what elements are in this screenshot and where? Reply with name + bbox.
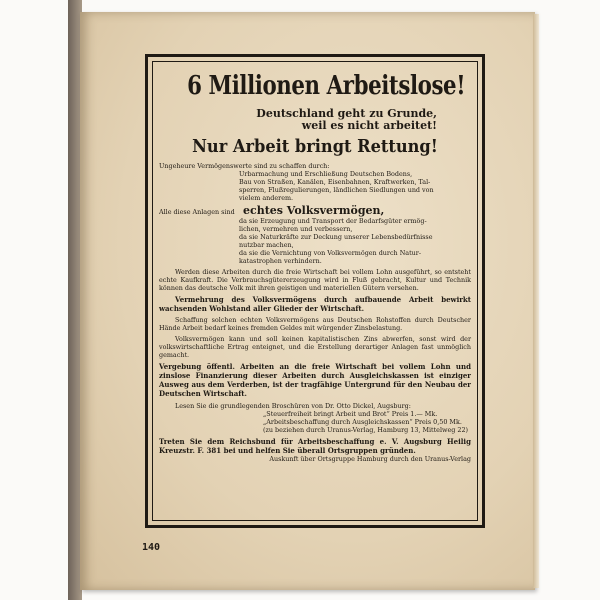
advertisement-inner-frame [152,61,478,521]
project-line: sperren, Flußregulierungen, ländlichen Siedlungen und von [239,186,434,194]
page-number: 140 [142,542,161,553]
reason-line: da sie die Vernichtung von Volksvermögen durch Natur- [239,249,421,257]
project-line: Urbarmachung und Erschließung Deutschen Bodens, [239,170,413,178]
assets-reasons [159,217,471,265]
publisher-note: (zu beziehen durch Uranus-Verlag, Hamburg 13, Mittelweg 22) [263,426,469,434]
advertisement-box [145,54,485,528]
brochure-item: „Steuerfreiheit bringt Arbeit und Brot“ Preis 1.— Mk. [263,410,438,418]
reason-line: katastrophen verhindern. [239,257,322,265]
reason-line: lichen, vermehren und verbessern, [239,225,353,233]
brochure-list [159,410,471,426]
assets-keyword: echtes Volksvermögen, [243,204,385,217]
reason-line: da sie Erzeugung und Transport der Bedarfsgüter ermög- [239,217,427,225]
paragraph-raw-materials: Schaffung solchen echten Volksvermögens aus Deutschen Rohstoffen durch Deutscher Hände Arbeit bedarf keines fremden Geldes mit würgender Zinsbelastung. [159,316,471,332]
ad-title: 6 Millionen Arbeitslose! [187,71,466,101]
paragraph-public-works: Vergebung öffentl. Arbeiten an die freie Wirtschaft bei vollem Lohn und zinslose Finanzierung dieser Arbeiten durch Ausgleichskassen ist einziger Ausweg aus dem Verderben, ist der tragfähige Untergrund für den Neubau der Deutschen Wirtschaft. [159,362,471,398]
assets-row [159,205,471,217]
project-line: Bau von Straßen, Kanälen, Eisenbahnen, Kraftwerken, Tal- [239,178,431,186]
call-to-action: Treten Sie dem Reichsbund für Arbeitsbeschaffung e. V. Augsburg Heilig Kreuzstr. F. 381 bei und helfen Sie überall Ortsgruppen gründen. [159,437,471,455]
ad-subtitle: Deutschland geht zu Grunde, weil es nicht arbeitet! [256,107,437,132]
page-edge [533,14,539,588]
read-intro: Lesen Sie die grundlegenden Broschüren von Dr. Otto Dickel, Augsburg: [175,402,411,410]
project-line: vielem anderem. [239,194,294,202]
ad-slogan: Nur Arbeit bringt Rettung! [192,136,438,157]
brochure-item: „Arbeitsbeschaffung durch Ausgleichskassen“ Preis 0,50 Mk. [263,418,462,426]
info-note: Auskunft über Ortsgruppe Hamburg durch den Uranus-Verlag [269,455,471,463]
reason-line: da sie Naturkräfte zur Deckung unserer Lebensbedürfnisse [239,233,433,241]
ad-intro: Ungeheure Vermögenswerte sind zu schaffen durch: [159,162,330,170]
reason-line: nutzbar machen, [239,241,294,249]
paragraph-interest: Volksvermögen kann und soll keinen kapitalistischen Zins abwerfen, sonst wird der volkswirtschaftliche Ertrag enteignet, und die Erstellung derartiger Anlagen fast unmöglich gemacht. [159,335,471,359]
paragraph-prosperity: Vermehrung des Volksvermögens durch aufbauende Arbeit bewirkt wachsenden Wohlstand aller Glieder der Wirtschaft. [159,295,471,313]
paragraph-purchasing-power: Werden diese Arbeiten durch die freie Wirtschaft bei vollem Lohn ausgeführt, so entsteht echte Kaufkraft. Die Verbrauchsgütererzeugung wird in Fluß gebracht, Kultur und Technik können das deutsche Volk mit ihren geistigen und materiellen Gütern versehen. [159,268,471,292]
project-list [159,170,471,202]
assets-label: Alle diese Anlagen sind [159,208,235,216]
